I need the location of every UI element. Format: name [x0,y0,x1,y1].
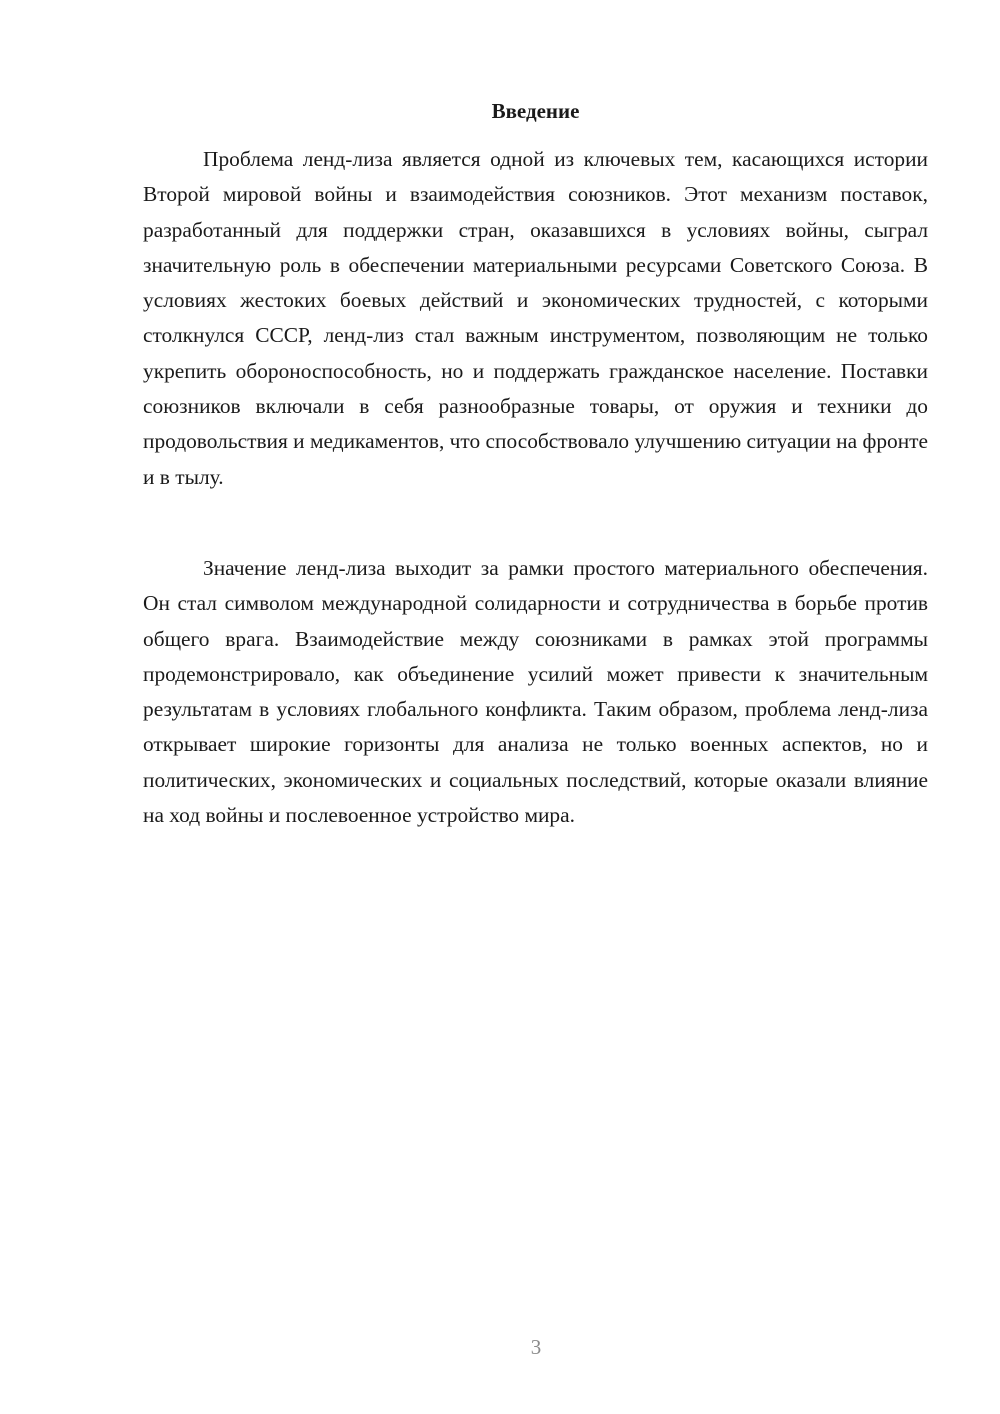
paragraph-1: Проблема ленд-лиза является одной из ключевых тем, касающихся истории Второй мировой войны и взаимодействия союзников. Этот механизм поставок, разработанный для поддержки стран, оказавшихся в условиях войны, сыграл значительную роль в обеспечении материальными ресурсами Советского Союза. В условиях жестоких боевых действий и экономических трудностей, с которыми столкнулся СССР, ленд-лиз стал важным инструментом, позволяющим не только укрепить обороноспособность, но и поддержать гражданское население. Поставки союзников включали в себя разнообразные товары, от оружия и техники до продовольствия и медикаментов, что способствовало улучшению ситуации на фронте и в тылу. [143,147,928,489]
section-heading: Введение [491,99,580,123]
paragraph-2: Значение ленд-лиза выходит за рамки простого материального обеспечения. Он стал символом международной солидарности и сотрудничества в борьбе против общего врага. Взаимодействие между союзниками в рамках этой программы продемонстрировало, как объединение усилий может привести к значительным результатам в условиях глобального конфликта. Таким образом, проблема ленд-лиза открывает широкие горизонты для анализа не только военных аспектов, но и политических, экономических и социальных последствий, которые оказали влияние на ход войны и послевоенное устройство мира. [143,556,928,828]
page-number: 3 [530,1335,542,1359]
